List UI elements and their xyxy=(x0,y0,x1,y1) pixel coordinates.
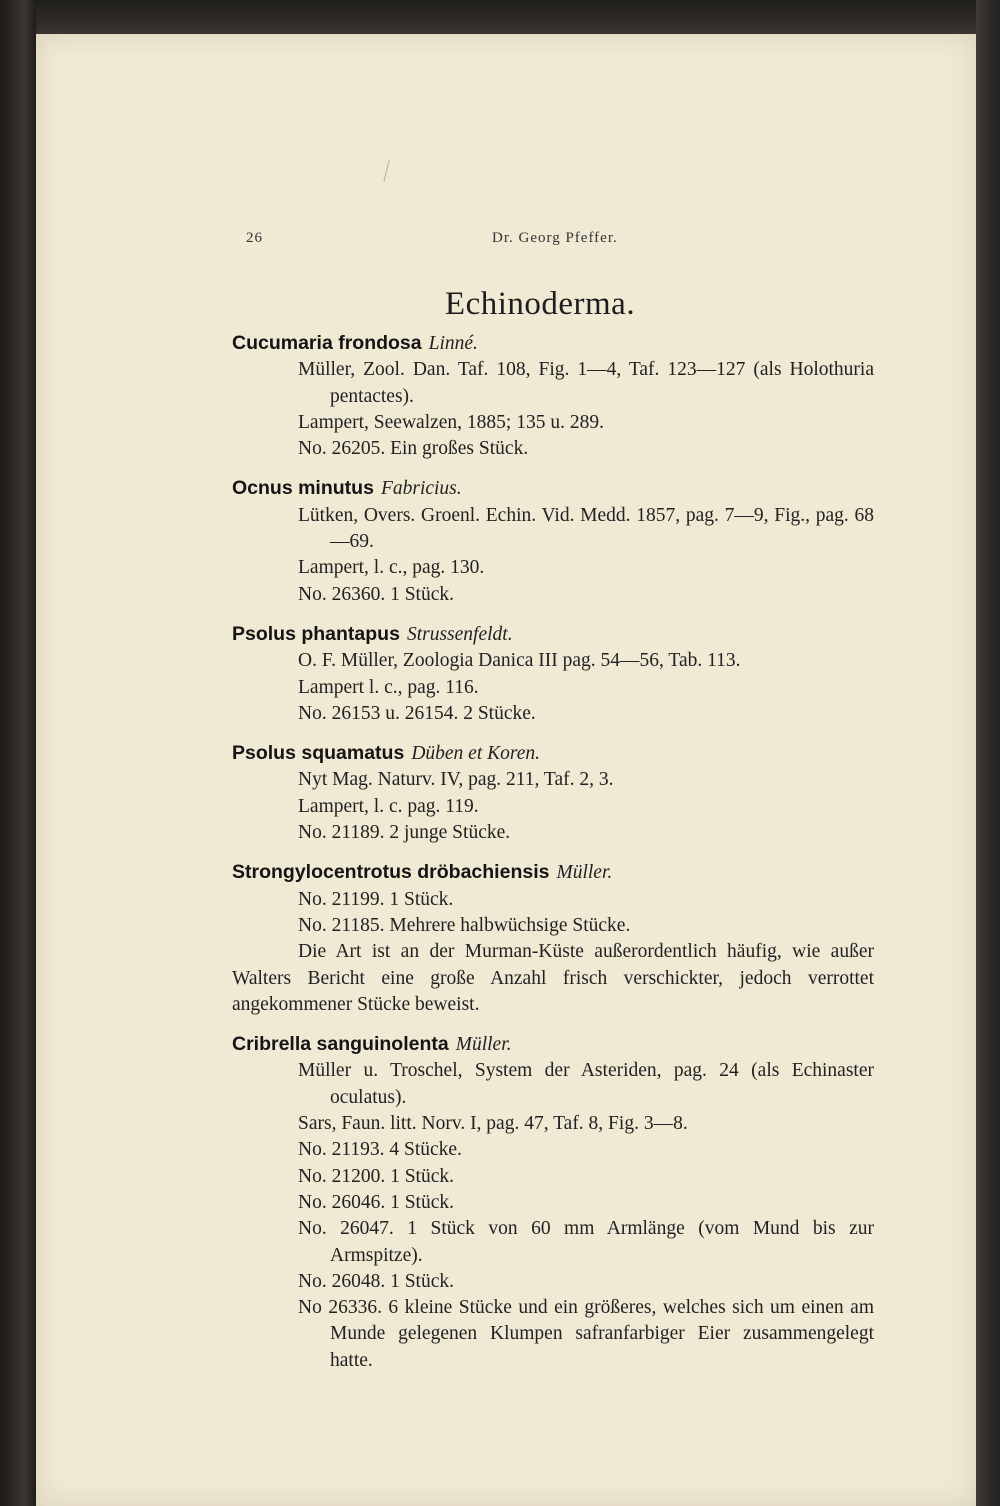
specimen-line: No. 21189. 2 junge Stücke. xyxy=(298,822,511,844)
species-heading xyxy=(232,475,874,502)
species-name: Cucumaria frondosa xyxy=(232,332,422,354)
specimen-line: No. 21200. 1 Stück. xyxy=(298,1165,454,1187)
species-authority: Fabricius. xyxy=(380,478,462,500)
page-number: 26 xyxy=(246,230,263,246)
species-entry xyxy=(232,1031,874,1374)
reference-line: Lampert, Seewalzen, 1885; 135 u. 289. xyxy=(298,411,604,433)
right-edge xyxy=(976,0,1000,1506)
section-title: Echinoderma. xyxy=(444,286,636,322)
species-authority: Linné. xyxy=(428,333,478,354)
species-name: Ocnus minutus xyxy=(232,477,374,500)
reference-line: Müller u. Troschel, System der Asteriden, pag. 24 (als Echinaster oculatus). xyxy=(298,1060,874,1108)
species-name: Strongylocentrotus dröbachiensis xyxy=(232,861,550,884)
species-entry xyxy=(232,859,874,1018)
species-heading xyxy=(232,621,874,648)
species-name: Cribrella sanguinolenta xyxy=(232,1033,449,1056)
specimen-line: No. 21193. 4 Stücke. xyxy=(298,1139,462,1161)
pencil-mark xyxy=(383,160,389,182)
species-name: Psolus squamatus xyxy=(232,742,405,765)
reference-line: O. F. Müller, Zoologia Danica III pag. 54—56, Tab. 113. xyxy=(298,650,741,672)
species-entry xyxy=(232,475,874,607)
reference-line: Nyt Mag. Naturv. IV, pag. 211, Taf. 2, 3. xyxy=(298,769,614,791)
specimen-line: No. 26360. 1 Stück. xyxy=(298,583,454,605)
specimen-line: No. 26048. 1 Stück. xyxy=(298,1270,454,1292)
reference-line: Sars, Faun. litt. Norv. I, pag. 47, Taf. 8, Fig. 3—8. xyxy=(298,1113,688,1135)
species-heading xyxy=(232,859,874,886)
reference-line: Lütken, Overs. Groenl. Echin. Vid. Medd. 1857, pag. 7—9, Fig., pag. 68—69. xyxy=(298,504,874,553)
species-entry xyxy=(232,330,874,462)
specimen-line: No. 21199. 1 Stück. xyxy=(298,888,454,910)
specimen-line: No. 26205. Ein großes Stück. xyxy=(298,438,529,460)
running-author: Dr. Georg Pfeffer. xyxy=(492,230,618,246)
reference-line: Lampert, l. c. pag. 119. xyxy=(298,795,479,817)
book-spine-edge xyxy=(0,0,36,1506)
species-heading xyxy=(232,1031,874,1058)
specimen-line: No. 26047. 1 Stück von 60 mm Armlänge (vom Mund bis zur Armspitze). xyxy=(298,1218,874,1266)
specimen-line: No 26336. 6 kleine Stücke und ein größeres, welches sich um einen am Munde gelegenen Klumpen safranfarbiger Eier zusammengelegt hatte. xyxy=(298,1297,874,1371)
top-edge xyxy=(36,0,976,34)
species-authority: Düben et Koren. xyxy=(411,743,541,765)
specimen-line: No. 21185. Mehrere halbwüchsige Stücke. xyxy=(298,914,631,936)
species-heading xyxy=(232,740,874,767)
species-authority: Müller. xyxy=(455,1034,512,1056)
species-authority: Müller. xyxy=(556,862,613,884)
species-entry xyxy=(232,740,874,846)
remark-paragraph: Die Art ist an der Murman-Küste außerordentlich häufig, wie außer Walters Bericht eine große Anzahl frisch verschickter, jedoch verrottet angekommener Stücke beweist. xyxy=(232,941,874,1015)
reference-line: Lampert l. c., pag. 116. xyxy=(298,676,479,698)
reference-line: Müller, Zool. Dan. Taf. 108, Fig. 1—4, Taf. 123—127 (als Holothuria pentactes). xyxy=(298,359,874,407)
species-entry xyxy=(232,621,874,727)
species-authority: Strussenfeldt. xyxy=(406,623,513,645)
scanned-page xyxy=(36,34,976,1506)
reference-line: Lampert, l. c., pag. 130. xyxy=(298,557,485,579)
species-list xyxy=(232,330,874,1374)
species-name: Psolus phantapus xyxy=(232,622,400,645)
running-header xyxy=(36,230,976,254)
specimen-line: No. 26153 u. 26154. 2 Stücke. xyxy=(298,702,536,724)
specimen-line: No. 26046. 1 Stück. xyxy=(298,1191,454,1213)
species-heading xyxy=(232,330,874,357)
